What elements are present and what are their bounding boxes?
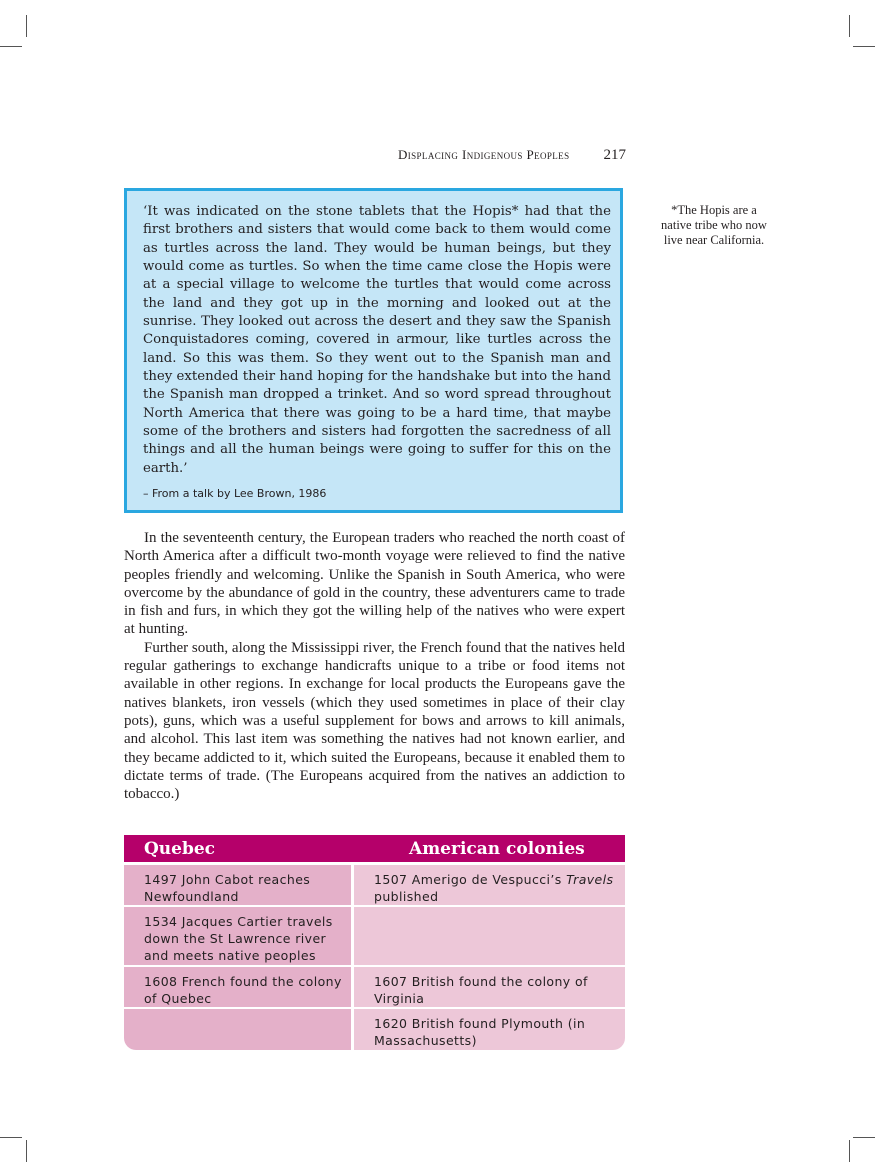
quote-source: – From a talk by Lee Brown, 1986 — [143, 487, 327, 500]
book-title: Travels — [566, 872, 614, 887]
timeline-cell-quebec — [124, 1009, 351, 1050]
column-header-american-colonies: American colonies — [409, 839, 585, 859]
timeline-cell-american — [354, 907, 625, 965]
event-text: published — [374, 889, 439, 904]
paragraph: In the seventeenth century, the European traders who reached the north coast of North America after a difficult two-month voyage were relieved to find the native peoples friendly and welcoming. Unlike the Spanish in South America, who were overcome by the abundance of gold in the country, these adventurers came to trade in fish and furs, in which they got the willing help of the natives who were expert at hunting. — [124, 530, 625, 638]
timeline-header — [124, 835, 625, 862]
quote-box — [124, 188, 623, 513]
crop-mark — [849, 1140, 850, 1162]
quote-text: ‘It was indicated on the stone tablets that the Hopis* had that the first brothers and sisters that would come back to them would come as turtles across the land. They would be human beings, but they would come as turtles. So when the time came close the Hopis were at a special village to welcome the turtles that would come across the land and they got up in the morning and looked out at the sunrise. They looked out across the desert and they saw the Spanish Conquistadores coming, covered in armour, like turtles across the land. So this was them. So they went out to the Spanish man and they extended their hand hoping for the handshake but into the hand the Spanish man dropped a trinket. And so word spread throughout North America that there was going to be a hard time, that maybe some of the brothers and sisters had forgotten the sacredness of all things and all the human beings were going to suffer for this on the earth.’ — [143, 204, 611, 476]
timeline-cell-quebec: 1608 French found the colony of Quebec — [124, 967, 351, 1007]
crop-mark — [853, 1137, 875, 1138]
timeline-table — [124, 835, 625, 1050]
crop-mark — [849, 15, 850, 37]
crop-mark — [26, 15, 27, 37]
crop-mark — [0, 46, 22, 47]
timeline-cell-american: 1620 British found Plymouth (in Massachusetts) — [354, 1009, 625, 1050]
paragraph: Further south, along the Mississippi river, the French found that the natives held regular gatherings to exchange handicrafts unique to a tribe or food items not available in other regions. In exchange for local products the Europeans gave the natives blankets, iron vessels (which they used sometimes in place of their clay pots), guns, which was a useful supplement for bows and arrows to kill animals, and alcohol. This last item was something the natives had not known earlier, and they became addicted to it, which suited the Europeans, because it enabled them to dictate terms of trade. (The Europeans acquired from the natives an addiction to tobacco.) — [124, 639, 625, 803]
running-head — [300, 146, 626, 164]
chapter-title: Displacing Indigenous Peoples — [397, 147, 570, 162]
timeline-cell-quebec: 1497 John Cabot reaches Newfoundland — [124, 865, 351, 905]
event-text: 1507 Amerigo de Vespucci’s — [374, 872, 567, 887]
crop-mark — [853, 46, 875, 47]
crop-mark — [26, 1140, 27, 1162]
footnote-hopis: *The Hopis are a native tribe who now live near California. — [661, 203, 767, 247]
column-header-quebec: Quebec — [144, 839, 216, 859]
crop-mark — [0, 1137, 22, 1138]
page-number: 217 — [603, 147, 626, 163]
timeline-cell-american: 1607 British found the colony of Virginia — [354, 967, 625, 1007]
body-text — [124, 529, 625, 803]
timeline-cell-american — [354, 865, 625, 905]
timeline-cell-quebec: 1534 Jacques Cartier travels down the St Lawrence river and meets native peoples — [124, 907, 351, 965]
